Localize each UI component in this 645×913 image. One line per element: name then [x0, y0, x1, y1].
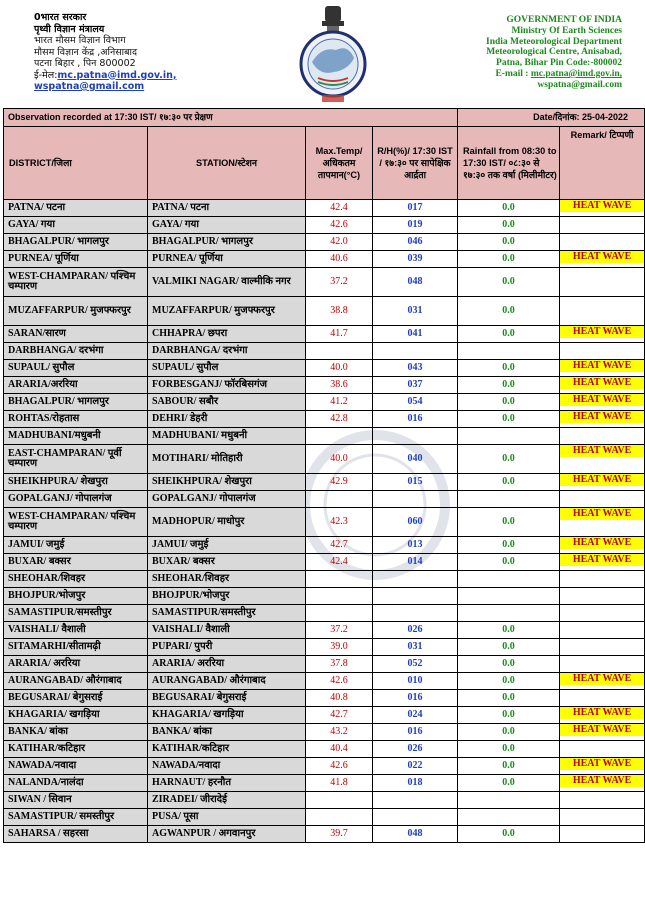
temp-cell: 41.8 [306, 775, 373, 792]
rh-cell [373, 571, 458, 588]
table-row [4, 268, 645, 297]
rain-cell: 0.0 [458, 377, 560, 394]
district-cell: WEST-CHAMPARAN/ पश्चिम चम्पारण [4, 268, 148, 297]
address-hindi: पटना बिहार , पिन 800002 [34, 58, 136, 69]
table-row [4, 588, 645, 605]
rh-cell [373, 343, 458, 360]
table-row [4, 491, 645, 508]
station-cell: SHEOHAR/शिवहर [148, 571, 306, 588]
heat-wave-badge: HEAT WAVE [560, 554, 644, 566]
station-cell: ZIRADEI/ जीरादेई [148, 792, 306, 809]
rh-cell [373, 588, 458, 605]
rh-cell: 054 [373, 394, 458, 411]
heat-wave-badge: HEAT WAVE [560, 377, 644, 389]
station-cell: FORBESGANJ/ फॉरबिसगंज [148, 377, 306, 394]
heat-wave-badge: HEAT WAVE [560, 758, 644, 770]
imd-emblem-icon [298, 4, 368, 106]
remark-cell [560, 445, 645, 474]
table-row [4, 605, 645, 622]
rain-cell [458, 428, 560, 445]
district-cell: GAYA/ गया [4, 217, 148, 234]
rh-cell: 040 [373, 445, 458, 474]
table-row [4, 326, 645, 343]
station-cell: KATIHAR/कटिहार [148, 741, 306, 758]
rain-cell [458, 343, 560, 360]
temp-cell: 42.9 [306, 474, 373, 491]
remark-cell [560, 411, 645, 428]
district-cell: BUXAR/ बक्सर [4, 554, 148, 571]
remark-cell [560, 588, 645, 605]
rh-cell: 013 [373, 537, 458, 554]
temp-cell: 41.2 [306, 394, 373, 411]
temp-cell [306, 588, 373, 605]
station-cell: ARARIA/ अररिया [148, 656, 306, 673]
district-cell: BANKA/ बांका [4, 724, 148, 741]
remark-cell [560, 707, 645, 724]
station-cell: VALMIKI NAGAR/ वाल्मीकि नगर [148, 268, 306, 297]
col-rain: Rainfall from 08:30 to 17:30 IST/ ०८:३० से १७:३० तक वर्षा (मिलीमीटर) [458, 127, 560, 200]
rh-cell: 048 [373, 826, 458, 843]
observation-date [458, 109, 645, 127]
district-cell: ROHTAS/रोहतास [4, 411, 148, 428]
rh-cell: 019 [373, 217, 458, 234]
temp-cell: 37.2 [306, 268, 373, 297]
remark-cell [560, 792, 645, 809]
email-link-1[interactable]: mc.patna@imd.gov.in, [57, 69, 177, 81]
rain-cell: 0.0 [458, 445, 560, 474]
district-cell: EAST-CHAMPARAN/ पूर्वी चम्पारण [4, 445, 148, 474]
remark-cell [560, 428, 645, 445]
station-cell: SAMASTIPUR/समस्तीपुर [148, 605, 306, 622]
heat-wave-badge: HEAT WAVE [560, 360, 644, 372]
rh-cell: 014 [373, 554, 458, 571]
rh-cell: 060 [373, 508, 458, 537]
district-cell: SARAN/सारण [4, 326, 148, 343]
rh-cell: 018 [373, 775, 458, 792]
table-row [4, 809, 645, 826]
rh-cell: 010 [373, 673, 458, 690]
rain-cell: 0.0 [458, 508, 560, 537]
remark-cell [560, 360, 645, 377]
table-row [4, 217, 645, 234]
rain-cell: 0.0 [458, 297, 560, 326]
remark-cell [560, 809, 645, 826]
table-row [4, 251, 645, 268]
table-row [4, 200, 645, 217]
email-label-english: E-mail : [495, 68, 531, 79]
table-row [4, 639, 645, 656]
rain-cell: 0.0 [458, 394, 560, 411]
district-cell: ARARIA/ अररिया [4, 656, 148, 673]
rain-cell [458, 588, 560, 605]
temp-cell: 42.7 [306, 707, 373, 724]
heat-wave-badge: HEAT WAVE [560, 251, 644, 263]
station-cell: MUZAFFARPUR/ मुजफ्फरपुर [148, 297, 306, 326]
table-row [4, 445, 645, 474]
rain-cell: 0.0 [458, 724, 560, 741]
email-label-hindi: ई-मेल: [34, 69, 58, 81]
table-row [4, 428, 645, 445]
table-row [4, 826, 645, 843]
rain-cell: 0.0 [458, 537, 560, 554]
district-cell: NAWADA/नवादा [4, 758, 148, 775]
district-cell: SAHARSA / सहरसा [4, 826, 148, 843]
temp-cell: 42.0 [306, 234, 373, 251]
temp-cell [306, 428, 373, 445]
district-cell: PURNEA/ पूर्णिया [4, 251, 148, 268]
rh-cell: 043 [373, 360, 458, 377]
remark-cell [560, 508, 645, 537]
rh-cell: 052 [373, 656, 458, 673]
temp-cell: 39.0 [306, 639, 373, 656]
remark-cell [560, 639, 645, 656]
rh-cell [373, 605, 458, 622]
remark-cell [560, 775, 645, 792]
rain-cell: 0.0 [458, 673, 560, 690]
table-row [4, 377, 645, 394]
rain-cell [458, 605, 560, 622]
remark-cell [560, 571, 645, 588]
station-cell: PATNA/ पटना [148, 200, 306, 217]
date-label: Date/दिनांक: [533, 112, 580, 123]
district-cell: SAMASTIPUR/ समस्तीपुर [4, 809, 148, 826]
rain-cell [458, 809, 560, 826]
temp-cell [306, 491, 373, 508]
rh-cell: 022 [373, 758, 458, 775]
district-cell: SHEIKHPURA/ शेखपुरा [4, 474, 148, 491]
email-link-4: wspatna@gmail.com [537, 79, 622, 90]
station-cell: HARNAUT/ हरनौत [148, 775, 306, 792]
ministry-hindi: पृथ्वी विज्ञान मंत्रालय [34, 23, 105, 35]
district-cell: SUPAUL/ सुपौल [4, 360, 148, 377]
remark-cell [560, 690, 645, 707]
table-row [4, 537, 645, 554]
col-temp: Max.Temp/ अधिकतम तापमान(°C) [306, 127, 373, 200]
remark-cell [560, 268, 645, 297]
heat-wave-badge: HEAT WAVE [560, 673, 644, 685]
imd-english: India Meteorological Department [486, 36, 622, 47]
district-cell: AURANGABAD/ औरंगाबाद [4, 673, 148, 690]
rain-cell: 0.0 [458, 326, 560, 343]
rain-cell: 0.0 [458, 826, 560, 843]
rain-cell: 0.0 [458, 690, 560, 707]
rh-cell: 046 [373, 234, 458, 251]
table-row [4, 411, 645, 428]
date-value: 25-04-2022 [582, 112, 629, 123]
temp-cell: 42.4 [306, 554, 373, 571]
rh-cell: 026 [373, 741, 458, 758]
rh-cell: 017 [373, 200, 458, 217]
rain-cell: 0.0 [458, 411, 560, 428]
table-row [4, 707, 645, 724]
col-district: DISTRICT/जिला [4, 127, 148, 200]
district-cell: ARARIA/अररिया [4, 377, 148, 394]
rain-cell: 0.0 [458, 217, 560, 234]
heat-wave-badge: HEAT WAVE [560, 537, 644, 549]
rh-cell: 031 [373, 639, 458, 656]
district-cell: BHOJPUR/भोजपुर [4, 588, 148, 605]
remark-cell [560, 326, 645, 343]
temp-cell: 42.6 [306, 217, 373, 234]
heat-wave-badge: HEAT WAVE [560, 508, 644, 520]
remark-cell [560, 377, 645, 394]
temp-cell: 37.8 [306, 656, 373, 673]
remark-cell [560, 605, 645, 622]
station-cell: CHHAPRA/ छपरा [148, 326, 306, 343]
imd-hindi: भारत मौसम विज्ञान विभाग [34, 35, 126, 46]
rain-cell: 0.0 [458, 656, 560, 673]
district-cell: VAISHALI/ वैशाली [4, 622, 148, 639]
remark-cell [560, 491, 645, 508]
temp-cell: 43.2 [306, 724, 373, 741]
rh-cell: 037 [373, 377, 458, 394]
observation-text: Observation recorded at 17:30 IST/ १७:३० पर प्रेक्षण [4, 109, 458, 127]
temp-cell [306, 571, 373, 588]
col-station: STATION/स्टेशन [148, 127, 306, 200]
heat-wave-badge: HEAT WAVE [560, 411, 644, 423]
district-cell: GOPALGANJ/ गोपालगंज [4, 491, 148, 508]
rain-cell: 0.0 [458, 234, 560, 251]
station-cell: SABOUR/ सबौर [148, 394, 306, 411]
temp-cell: 37.2 [306, 622, 373, 639]
rain-cell: 0.0 [458, 639, 560, 656]
remark-cell [560, 673, 645, 690]
temp-cell: 38.8 [306, 297, 373, 326]
table-row [4, 724, 645, 741]
table-row [4, 297, 645, 326]
col-remark: Remark/ टिप्पणी [560, 127, 645, 200]
header-left [34, 12, 177, 93]
table-row [4, 690, 645, 707]
station-cell: AURANGABAD/ औरंगाबाद [148, 673, 306, 690]
centre-english: Meteorological Centre, Anisabad, [486, 47, 622, 58]
district-cell: BHAGALPUR/ भागलपुर [4, 234, 148, 251]
rh-cell: 024 [373, 707, 458, 724]
district-cell: SITAMARHI/सीतामढ़ी [4, 639, 148, 656]
temp-cell: 40.0 [306, 445, 373, 474]
remark-cell [560, 394, 645, 411]
temp-cell: 42.6 [306, 673, 373, 690]
remark-cell [560, 758, 645, 775]
temp-cell: 42.6 [306, 758, 373, 775]
station-cell: SUPAUL/ सुपौल [148, 360, 306, 377]
temp-cell: 40.4 [306, 741, 373, 758]
table-row [4, 360, 645, 377]
table-row [4, 474, 645, 491]
email-link-3[interactable]: mc.patna@imd.gov.in, [530, 68, 622, 79]
station-cell: NAWADA/नवादा [148, 758, 306, 775]
station-cell: BHAGALPUR/ भागलपुर [148, 234, 306, 251]
table-row [4, 758, 645, 775]
remark-cell [560, 826, 645, 843]
table-header-row [4, 127, 645, 200]
rain-cell: 0.0 [458, 268, 560, 297]
govt-english: GOVERNMENT OF INDIA [506, 15, 622, 25]
rain-cell [458, 571, 560, 588]
temp-cell: 40.0 [306, 360, 373, 377]
rain-cell: 0.0 [458, 360, 560, 377]
station-cell: VAISHALI/ वैशाली [148, 622, 306, 639]
remark-cell [560, 200, 645, 217]
temp-cell [306, 343, 373, 360]
district-cell: NALANDA/नालंदा [4, 775, 148, 792]
rain-cell: 0.0 [458, 622, 560, 639]
temp-cell [306, 809, 373, 826]
rain-cell: 0.0 [458, 775, 560, 792]
remark-cell [560, 251, 645, 268]
remark-cell [560, 656, 645, 673]
rain-cell [458, 491, 560, 508]
heat-wave-badge: HEAT WAVE [560, 724, 644, 736]
table-row [4, 571, 645, 588]
remark-cell [560, 217, 645, 234]
station-cell: AGWANPUR / अगवानपुर [148, 826, 306, 843]
district-cell: KHAGARIA/ खगड़िया [4, 707, 148, 724]
temp-cell: 39.7 [306, 826, 373, 843]
rain-cell: 0.0 [458, 251, 560, 268]
district-cell: KATIHAR/कटिहार [4, 741, 148, 758]
weather-table [3, 108, 645, 843]
rh-cell: 026 [373, 622, 458, 639]
rh-cell [373, 792, 458, 809]
station-cell: PUSA/ पूसा [148, 809, 306, 826]
district-cell: JAMUI/ जमुई [4, 537, 148, 554]
remark-cell [560, 741, 645, 758]
heat-wave-badge: HEAT WAVE [560, 394, 644, 406]
district-cell: MADHUBANI/मधुबनी [4, 428, 148, 445]
station-cell: DEHRI/ डेहरी [148, 411, 306, 428]
rain-cell: 0.0 [458, 200, 560, 217]
rain-cell: 0.0 [458, 554, 560, 571]
table-row [4, 673, 645, 690]
table-row [4, 792, 645, 809]
station-cell: KHAGARIA/ खगड़िया [148, 707, 306, 724]
district-cell: SIWAN / सिवान [4, 792, 148, 809]
temp-cell: 41.7 [306, 326, 373, 343]
rh-cell: 048 [373, 268, 458, 297]
rh-cell [373, 809, 458, 826]
table-row [4, 508, 645, 537]
rain-cell: 0.0 [458, 758, 560, 775]
temp-cell: 38.6 [306, 377, 373, 394]
remark-cell [560, 297, 645, 326]
temp-cell [306, 605, 373, 622]
district-cell: PATNA/ पटना [4, 200, 148, 217]
district-cell: DARBHANGA/ दरभंगा [4, 343, 148, 360]
heat-wave-badge: HEAT WAVE [560, 200, 644, 212]
header-right [486, 15, 622, 91]
col-rh: R/H(%)/ 17:30 IST / १७:३० पर सापेक्षिक आर्द्रता [373, 127, 458, 200]
table-row [4, 394, 645, 411]
table-row [4, 775, 645, 792]
heat-wave-badge: HEAT WAVE [560, 707, 644, 719]
district-cell: BHAGALPUR/ भागलपुर [4, 394, 148, 411]
rh-cell: 015 [373, 474, 458, 491]
rain-cell [458, 792, 560, 809]
remark-cell [560, 474, 645, 491]
observation-row [4, 109, 645, 127]
temp-cell: 42.4 [306, 200, 373, 217]
heat-wave-badge: HEAT WAVE [560, 775, 644, 787]
heat-wave-badge: HEAT WAVE [560, 445, 644, 457]
heat-wave-badge: HEAT WAVE [560, 326, 644, 338]
rh-cell [373, 428, 458, 445]
station-cell: PURNEA/ पूर्णिया [148, 251, 306, 268]
temp-cell: 40.8 [306, 690, 373, 707]
remark-cell [560, 234, 645, 251]
table-row [4, 554, 645, 571]
station-cell: MADHUBANI/ मधुबनी [148, 428, 306, 445]
table-row [4, 656, 645, 673]
rain-cell: 0.0 [458, 474, 560, 491]
rh-cell: 031 [373, 297, 458, 326]
district-cell: BEGUSARAI/ बेगुसराई [4, 690, 148, 707]
rh-cell [373, 491, 458, 508]
station-cell: MADHOPUR/ माधोपुर [148, 508, 306, 537]
remark-cell [560, 554, 645, 571]
table-row [4, 343, 645, 360]
centre-hindi: मौसम विज्ञान केंद्र ,अनिसाबाद [34, 46, 138, 58]
remark-cell [560, 343, 645, 360]
remark-cell [560, 537, 645, 554]
table-row [4, 622, 645, 639]
rh-cell: 039 [373, 251, 458, 268]
station-cell: BANKA/ बांका [148, 724, 306, 741]
district-cell: SAMASTIPUR/समस्तीपुर [4, 605, 148, 622]
station-cell: GAYA/ गया [148, 217, 306, 234]
district-cell: WEST-CHAMPARAN/ पश्चिम चम्पारण [4, 508, 148, 537]
station-cell: SHEIKHPURA/ शेखपुरा [148, 474, 306, 491]
station-cell: BEGUSARAI/ बेगुसराई [148, 690, 306, 707]
table-row [4, 741, 645, 758]
heat-wave-badge: HEAT WAVE [560, 474, 644, 486]
station-cell: BHOJPUR/भोजपुर [148, 588, 306, 605]
rain-cell: 0.0 [458, 707, 560, 724]
rh-cell: 016 [373, 411, 458, 428]
district-cell: SHEOHAR/शिवहर [4, 571, 148, 588]
station-cell: JAMUI/ जमुई [148, 537, 306, 554]
temp-cell: 42.7 [306, 537, 373, 554]
address-english: Patna, Bihar Pin Code:-800002 [496, 58, 622, 69]
temp-cell [306, 792, 373, 809]
rain-cell: 0.0 [458, 741, 560, 758]
rh-cell: 041 [373, 326, 458, 343]
remark-cell [560, 724, 645, 741]
temp-cell: 42.8 [306, 411, 373, 428]
temp-cell: 40.6 [306, 251, 373, 268]
station-cell: BUXAR/ बक्सर [148, 554, 306, 571]
station-cell: GOPALGANJ/ गोपालगंज [148, 491, 306, 508]
rh-cell: 016 [373, 724, 458, 741]
station-cell: MOTIHARI/ मोतिहारी [148, 445, 306, 474]
temp-cell: 42.3 [306, 508, 373, 537]
station-cell: PUPARI/ पुपरी [148, 639, 306, 656]
govt-hindi: 0भारत सरकार [34, 12, 87, 23]
ministry-english: Ministry Of Earth Sciences [511, 25, 622, 36]
remark-cell [560, 622, 645, 639]
email-link-2[interactable]: wspatna@gmail.com [34, 81, 145, 92]
table-row [4, 234, 645, 251]
station-cell: DARBHANGA/ दरभंगा [148, 343, 306, 360]
district-cell: MUZAFFARPUR/ मुजफ्फरपुर [4, 297, 148, 326]
rh-cell: 016 [373, 690, 458, 707]
